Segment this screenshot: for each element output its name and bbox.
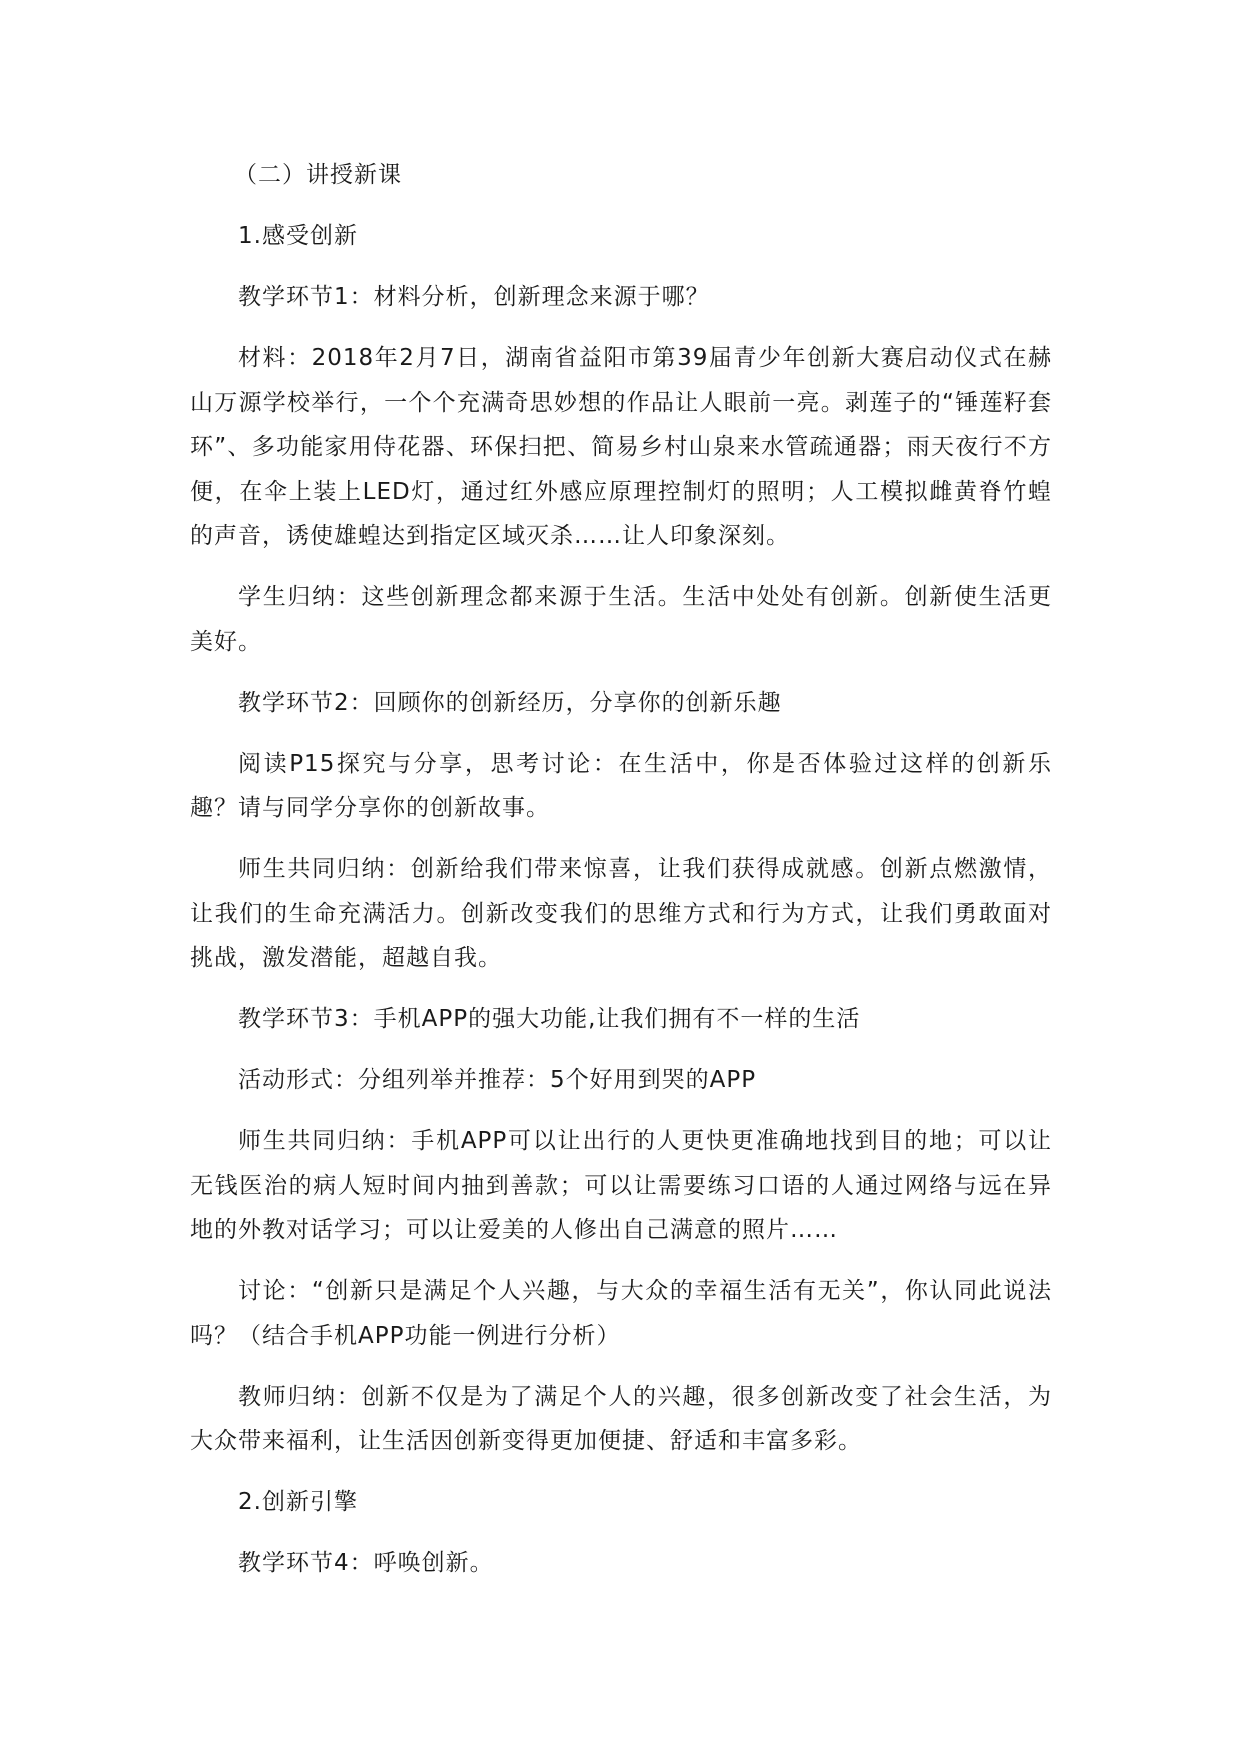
section-heading: （二）讲授新课 xyxy=(234,162,402,188)
subsection-heading: 1.感受创新 xyxy=(238,223,358,249)
teaching-step-1: 教学环节1：材料分析，创新理念来源于哪？ xyxy=(238,284,710,310)
document-page xyxy=(190,153,1052,1602)
teaching-step-4: 教学环节4：呼唤创新。 xyxy=(238,1550,494,1576)
teaching-step-2: 教学环节2：回顾你的创新经历，分享你的创新乐趣 xyxy=(238,689,782,716)
joint-summary-1: 师生共同归纳：创新给我们带来惊喜，让我们获得成就感。创新点燃激情，让我们的生命充满活力。创新改变我们的思维方式和行为方式，让我们勇敢面对挑战，激发潜能，超越自我。 xyxy=(190,856,1052,971)
teacher-summary: 教师归纳：创新不仅是为了满足个人的兴趣，很多创新改变了社会生活，为大众带来福利，让生活因创新变得更加便捷、舒适和丰富多彩。 xyxy=(190,1383,1052,1454)
activity-form: 活动形式：分组列举并推荐：5个好用到哭的APP xyxy=(238,1067,757,1093)
discussion: 讨论：“创新只是满足个人兴趣，与大众的幸福生活有无关”，你认同此说法吗？（结合手机APP功能一例进行分析） xyxy=(190,1278,1052,1349)
teaching-step-3: 教学环节3：手机APP的强大功能,让我们拥有不一样的生活 xyxy=(238,1006,861,1032)
material-paragraph: 材料：2018年2月7日，湖南省益阳市第39届青少年创新大赛启动仪式在赫山万源学校举行，一个个充满奇思妙想的作品让人眼前一亮。剥莲子的“锤莲籽套环”、多功能家用侍花器、环保扫把、简易乡村山泉来水管疏通器；雨天夜行不方便，在伞上装上LED灯，通过红外感应原理控制灯的照明；人工模拟雌黄脊竹蝗的声音，诱使雄蝗达到指定区域灭杀……让人印象深刻。 xyxy=(190,345,1052,549)
reading-discussion: 阅读P15探究与分享，思考讨论：在生活中，你是否体验过这样的创新乐趣？请与同学分享你的创新故事。 xyxy=(190,750,1052,821)
joint-summary-2: 师生共同归纳：手机APP可以让出行的人更快更准确地找到目的地；可以让无钱医治的病人短时间内抽到善款；可以让需要练习口语的人通过网络与远在异地的外教对话学习；可以让爱美的人修出自己满意的照片…… xyxy=(190,1128,1052,1243)
subsection-heading-2: 2.创新引擎 xyxy=(238,1489,358,1515)
student-summary: 学生归纳：这些创新理念都来源于生活。生活中处处有创新。创新使生活更美好。 xyxy=(190,584,1052,655)
